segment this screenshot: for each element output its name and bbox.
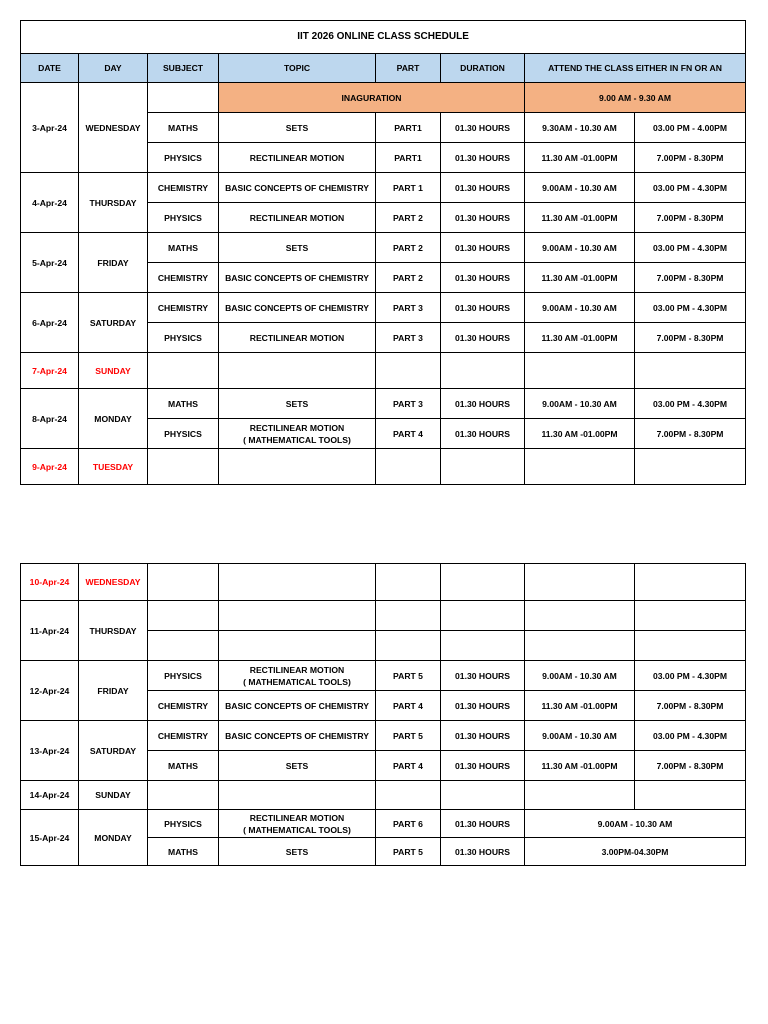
table-row (21, 601, 746, 631)
topic-line-2: ( MATHEMATICAL TOOLS) (243, 676, 351, 687)
part-cell: PART 6 (376, 810, 441, 838)
subject-cell (148, 83, 219, 113)
fn-time-cell: 11.30 AM -01.00PM (525, 419, 635, 449)
day-cell: THURSDAY (79, 173, 148, 233)
day-cell: TUESDAY (79, 449, 148, 485)
an-time-cell: 7.00PM - 8.30PM (635, 751, 746, 781)
topic-line-2: ( MATHEMATICAL TOOLS) (243, 824, 351, 835)
duration-cell: 01.30 HOURS (441, 838, 525, 866)
fn-time-cell: 11.30 AM -01.00PM (525, 691, 635, 721)
fn-time-cell: 9.00AM - 10.30 AM (525, 721, 635, 751)
part-cell: PART 2 (376, 233, 441, 263)
subject-cell: CHEMISTRY (148, 293, 219, 323)
subject-cell: MATHS (148, 389, 219, 419)
topic-cell (219, 810, 376, 838)
fn-time-cell: 9.00AM - 10.30 AM (525, 233, 635, 263)
table-row (21, 389, 746, 419)
header-topic: TOPIC (219, 54, 376, 83)
day-cell: MONDAY (79, 810, 148, 866)
subject-cell: PHYSICS (148, 203, 219, 233)
header-attend: ATTEND THE CLASS EITHER IN FN OR AN (525, 54, 746, 83)
duration-cell: 01.30 HOURS (441, 293, 525, 323)
date-cell: 13-Apr-24 (21, 721, 79, 781)
topic-line-1: RECTILINEAR MOTION (249, 812, 345, 823)
topic-cell: RECTILINEAR MOTION (219, 203, 376, 233)
day-cell: FRIDAY (79, 233, 148, 293)
page-title: IIT 2026 ONLINE CLASS SCHEDULE (21, 21, 746, 54)
topic-cell: BASIC CONCEPTS OF CHEMISTRY (219, 293, 376, 323)
day-cell: SUNDAY (79, 353, 148, 389)
topic-cell: SETS (219, 113, 376, 143)
topic-cell: SETS (219, 389, 376, 419)
duration-cell: 01.30 HOURS (441, 263, 525, 293)
part-cell: PART 2 (376, 263, 441, 293)
header-duration: DURATION (441, 54, 525, 83)
an-time-cell: 03.00 PM - 4.00PM (635, 113, 746, 143)
part-cell: PART 5 (376, 721, 441, 751)
an-time-cell: 03.00 PM - 4.30PM (635, 233, 746, 263)
duration-cell: 01.30 HOURS (441, 661, 525, 691)
table-row (21, 233, 746, 263)
table-row (21, 781, 746, 810)
schedule-table-week-1 (20, 20, 746, 485)
an-time-cell: 03.00 PM - 4.30PM (635, 293, 746, 323)
part-cell: PART 2 (376, 203, 441, 233)
an-time-cell: 03.00 PM - 4.30PM (635, 721, 746, 751)
topic-line-2: ( MATHEMATICAL TOOLS) (243, 434, 351, 445)
topic-line-1: RECTILINEAR MOTION (249, 422, 345, 433)
day-cell: THURSDAY (79, 601, 148, 661)
duration-cell: 01.30 HOURS (441, 173, 525, 203)
part-cell: PART 5 (376, 661, 441, 691)
part-cell: PART1 (376, 143, 441, 173)
part-cell: PART 3 (376, 323, 441, 353)
date-cell: 12-Apr-24 (21, 661, 79, 721)
subject-cell: MATHS (148, 233, 219, 263)
an-time-cell: 7.00PM - 8.30PM (635, 323, 746, 353)
an-time-cell: 03.00 PM - 4.30PM (635, 661, 746, 691)
topic-cell: BASIC CONCEPTS OF CHEMISTRY (219, 173, 376, 203)
day-cell: WEDNESDAY (79, 564, 148, 601)
topic-cell: BASIC CONCEPTS OF CHEMISTRY (219, 721, 376, 751)
day-cell: SATURDAY (79, 293, 148, 353)
day-cell: SUNDAY (79, 781, 148, 810)
fn-time-cell: 11.30 AM -01.00PM (525, 203, 635, 233)
fn-time-cell: 11.30 AM -01.00PM (525, 751, 635, 781)
duration-cell: 01.30 HOURS (441, 389, 525, 419)
table-row (21, 293, 746, 323)
fn-time-cell: 9.30AM - 10.30 AM (525, 113, 635, 143)
subject-cell: PHYSICS (148, 143, 219, 173)
date-cell: 4-Apr-24 (21, 173, 79, 233)
subject-cell: CHEMISTRY (148, 263, 219, 293)
date-cell: 11-Apr-24 (21, 601, 79, 661)
date-cell: 8-Apr-24 (21, 389, 79, 449)
fn-time-cell: 9.00AM - 10.30 AM (525, 173, 635, 203)
fn-time-cell: 11.30 AM -01.00PM (525, 143, 635, 173)
subject-cell: PHYSICS (148, 661, 219, 691)
an-time-cell: 7.00PM - 8.30PM (635, 691, 746, 721)
part-cell: PART 4 (376, 691, 441, 721)
date-cell: 3-Apr-24 (21, 83, 79, 173)
header-part: PART (376, 54, 441, 83)
topic-cell: SETS (219, 751, 376, 781)
date-cell: 10-Apr-24 (21, 564, 79, 601)
table-row (21, 353, 746, 389)
duration-cell: 01.30 HOURS (441, 810, 525, 838)
day-cell: SATURDAY (79, 721, 148, 781)
time-cell: 9.00AM - 10.30 AM (525, 810, 746, 838)
table-header-row (21, 54, 746, 83)
part-cell: PART 3 (376, 293, 441, 323)
schedule-table-week-2 (20, 563, 746, 866)
subject-cell: PHYSICS (148, 323, 219, 353)
topic-cell: SETS (219, 233, 376, 263)
day-cell: WEDNESDAY (79, 83, 148, 173)
an-time-cell: 03.00 PM - 4.30PM (635, 173, 746, 203)
an-time-cell: 7.00PM - 8.30PM (635, 419, 746, 449)
table-row (21, 449, 746, 485)
header-subject: SUBJECT (148, 54, 219, 83)
subject-cell: CHEMISTRY (148, 721, 219, 751)
table-row (21, 721, 746, 751)
an-time-cell: 7.00PM - 8.30PM (635, 203, 746, 233)
topic-cell: BASIC CONCEPTS OF CHEMISTRY (219, 263, 376, 293)
subject-cell: PHYSICS (148, 810, 219, 838)
fn-time-cell: 9.00AM - 10.30 AM (525, 389, 635, 419)
topic-cell (219, 419, 376, 449)
header-date: DATE (21, 54, 79, 83)
duration-cell: 01.30 HOURS (441, 751, 525, 781)
duration-cell: 01.30 HOURS (441, 721, 525, 751)
date-cell: 5-Apr-24 (21, 233, 79, 293)
part-cell: PART1 (376, 113, 441, 143)
topic-cell (219, 661, 376, 691)
time-cell: 3.00PM-04.30PM (525, 838, 746, 866)
topic-cell: RECTILINEAR MOTION (219, 143, 376, 173)
duration-cell: 01.30 HOURS (441, 233, 525, 263)
day-cell: MONDAY (79, 389, 148, 449)
date-cell: 7-Apr-24 (21, 353, 79, 389)
date-cell: 6-Apr-24 (21, 293, 79, 353)
inauguration-time-cell: 9.00 AM - 9.30 AM (525, 83, 746, 113)
inauguration-cell: INAGURATION (219, 83, 525, 113)
part-cell: PART 5 (376, 838, 441, 866)
part-cell: PART 4 (376, 419, 441, 449)
subject-cell: MATHS (148, 751, 219, 781)
table-row (21, 810, 746, 838)
fn-time-cell: 9.00AM - 10.30 AM (525, 293, 635, 323)
fn-time-cell: 11.30 AM -01.00PM (525, 323, 635, 353)
duration-cell: 01.30 HOURS (441, 691, 525, 721)
subject-cell: CHEMISTRY (148, 173, 219, 203)
table-row (21, 564, 746, 601)
part-cell: PART 1 (376, 173, 441, 203)
table-row (21, 83, 746, 113)
subject-cell: MATHS (148, 838, 219, 866)
topic-cell: BASIC CONCEPTS OF CHEMISTRY (219, 691, 376, 721)
fn-time-cell: 9.00AM - 10.30 AM (525, 661, 635, 691)
header-day: DAY (79, 54, 148, 83)
an-time-cell: 03.00 PM - 4.30PM (635, 389, 746, 419)
duration-cell: 01.30 HOURS (441, 143, 525, 173)
table-row (21, 173, 746, 203)
topic-line-1: RECTILINEAR MOTION (249, 664, 345, 675)
topic-cell: RECTILINEAR MOTION (219, 323, 376, 353)
subject-cell: MATHS (148, 113, 219, 143)
duration-cell: 01.30 HOURS (441, 203, 525, 233)
date-cell: 14-Apr-24 (21, 781, 79, 810)
date-cell: 9-Apr-24 (21, 449, 79, 485)
an-time-cell: 7.00PM - 8.30PM (635, 143, 746, 173)
duration-cell: 01.30 HOURS (441, 113, 525, 143)
duration-cell: 01.30 HOURS (441, 323, 525, 353)
subject-cell: PHYSICS (148, 419, 219, 449)
subject-cell: CHEMISTRY (148, 691, 219, 721)
part-cell: PART 3 (376, 389, 441, 419)
date-cell: 15-Apr-24 (21, 810, 79, 866)
part-cell: PART 4 (376, 751, 441, 781)
topic-cell: SETS (219, 838, 376, 866)
fn-time-cell: 11.30 AM -01.00PM (525, 263, 635, 293)
day-cell: FRIDAY (79, 661, 148, 721)
duration-cell: 01.30 HOURS (441, 419, 525, 449)
an-time-cell: 7.00PM - 8.30PM (635, 263, 746, 293)
table-row (21, 661, 746, 691)
